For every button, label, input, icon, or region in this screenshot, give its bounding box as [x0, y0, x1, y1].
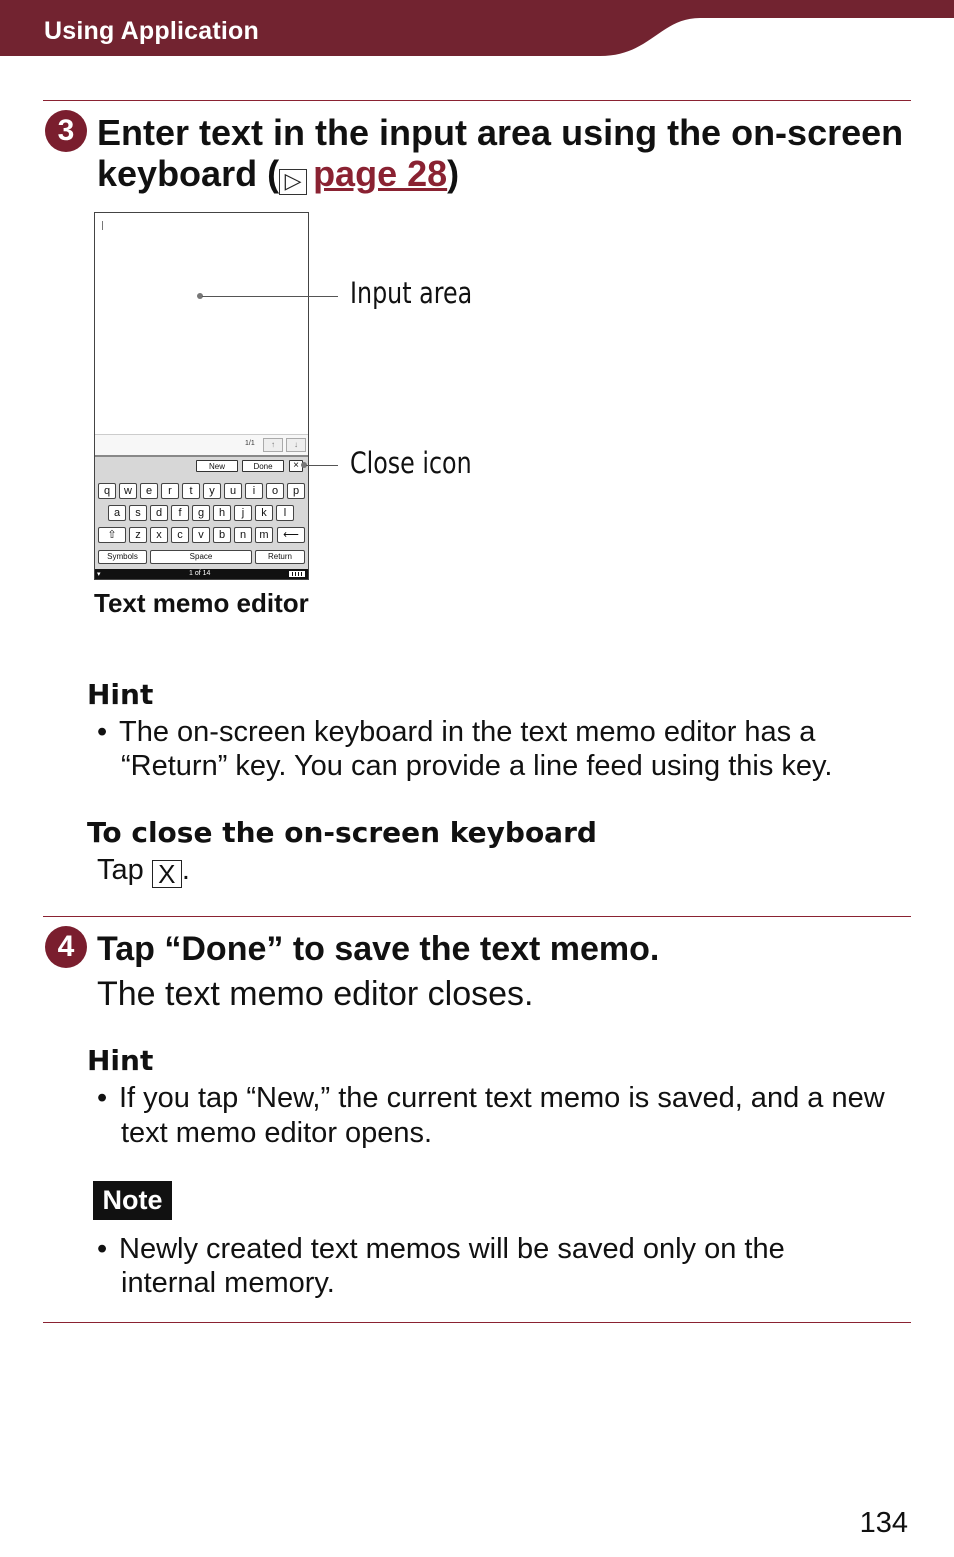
- key-r[interactable]: r: [161, 483, 179, 499]
- step-4-subtitle: The text memo editor closes.: [97, 975, 534, 1013]
- on-screen-keyboard: [95, 455, 308, 571]
- header-title: Using Application: [44, 17, 259, 45]
- close-x-icon: X: [152, 860, 182, 888]
- hint-1-line-2: “Return” key. You can provide a line feed using this key.: [121, 750, 833, 782]
- key-a[interactable]: a: [108, 505, 126, 521]
- key-w[interactable]: w: [119, 483, 137, 499]
- space-key[interactable]: Space: [150, 550, 252, 564]
- step-3-title-line1: Enter text in the input area using the on-screen: [97, 112, 904, 153]
- hint-2-line-2: text memo editor opens.: [121, 1117, 433, 1149]
- step-4-title: Tap “Done” to save the text memo.: [97, 930, 660, 968]
- page-reference-icon: ▷: [279, 169, 307, 195]
- step-3-title-line2: [97, 153, 903, 195]
- bullet-icon: •: [97, 1082, 108, 1114]
- key-t[interactable]: t: [182, 483, 200, 499]
- hint-1-line-1: The on-screen keyboard in the text memo editor has a: [119, 716, 816, 748]
- divider-bottom: [43, 1322, 911, 1323]
- key-z[interactable]: z: [129, 527, 147, 543]
- close-keyboard-heading: To close the on-screen keyboard: [87, 816, 597, 849]
- step-3-title: [97, 112, 903, 195]
- note-line-1: Newly created text memos will be saved only on the: [119, 1233, 785, 1265]
- key-q[interactable]: q: [98, 483, 116, 499]
- divider-middle: [43, 916, 911, 917]
- tap-instruction: [97, 853, 190, 888]
- input-area-callout-line: [202, 296, 338, 297]
- done-button[interactable]: Done: [242, 460, 284, 472]
- key-i[interactable]: i: [245, 483, 263, 499]
- bullet-icon: •: [97, 716, 108, 748]
- status-bar: [95, 569, 308, 580]
- page-down-icon[interactable]: ↓: [286, 438, 306, 452]
- step-4-badge: 4: [45, 926, 87, 968]
- page-28-link[interactable]: page 28: [313, 153, 448, 194]
- close-icon[interactable]: ×: [289, 460, 303, 472]
- step-3-title-suffix: ): [447, 153, 460, 194]
- key-b[interactable]: b: [213, 527, 231, 543]
- tap-word: Tap: [97, 854, 144, 886]
- input-area-callout-label: Input area: [350, 276, 473, 310]
- tap-period: .: [181, 854, 190, 886]
- key-n[interactable]: n: [234, 527, 252, 543]
- status-page-count: 1 of 14: [189, 570, 211, 577]
- key-c[interactable]: c: [171, 527, 189, 543]
- return-key[interactable]: Return: [255, 550, 305, 564]
- key-m[interactable]: m: [255, 527, 273, 543]
- key-g[interactable]: g: [192, 505, 210, 521]
- new-button[interactable]: New: [196, 460, 238, 472]
- text-memo-editor-screenshot: [94, 212, 309, 580]
- pager-text: 1/1: [245, 440, 255, 447]
- close-icon-callout-line: [306, 465, 338, 466]
- note-line-2: internal memory.: [121, 1267, 335, 1299]
- step-3-title-prefix: keyboard (: [97, 153, 280, 194]
- key-f[interactable]: f: [171, 505, 189, 521]
- key-l[interactable]: l: [276, 505, 294, 521]
- text-cursor: [102, 221, 103, 230]
- figure-caption: Text memo editor: [94, 588, 309, 618]
- battery-icon: [289, 571, 305, 577]
- key-v[interactable]: v: [192, 527, 210, 543]
- key-e[interactable]: e: [140, 483, 158, 499]
- key-u[interactable]: u: [224, 483, 242, 499]
- hint-2-line-1: If you tap “New,” the current text memo is saved, and a new: [119, 1082, 885, 1114]
- note-label: Note: [93, 1181, 172, 1220]
- page-number: 134: [859, 1507, 908, 1539]
- divider-top: [43, 100, 911, 101]
- hint-2-heading: Hint: [87, 1044, 154, 1077]
- key-x[interactable]: x: [150, 527, 168, 543]
- hint-heading: Hint: [87, 678, 154, 711]
- key-o[interactable]: o: [266, 483, 284, 499]
- key-k[interactable]: k: [255, 505, 273, 521]
- key-y[interactable]: y: [203, 483, 221, 499]
- signal-icon: ▾: [97, 571, 101, 578]
- key-j[interactable]: j: [234, 505, 252, 521]
- input-area[interactable]: [95, 213, 308, 434]
- page-up-icon[interactable]: ↑: [263, 438, 283, 452]
- close-icon-callout-label: Close icon: [350, 446, 472, 480]
- key-s[interactable]: s: [129, 505, 147, 521]
- shift-key-icon[interactable]: ⇧: [98, 527, 126, 543]
- key-p[interactable]: p: [287, 483, 305, 499]
- key-d[interactable]: d: [150, 505, 168, 521]
- symbols-key[interactable]: Symbols: [98, 550, 147, 564]
- bullet-icon: •: [97, 1233, 108, 1265]
- backspace-key-icon[interactable]: ⟵: [277, 527, 305, 543]
- key-h[interactable]: h: [213, 505, 231, 521]
- pager-bar: [95, 434, 308, 455]
- step-3-badge: 3: [45, 110, 87, 152]
